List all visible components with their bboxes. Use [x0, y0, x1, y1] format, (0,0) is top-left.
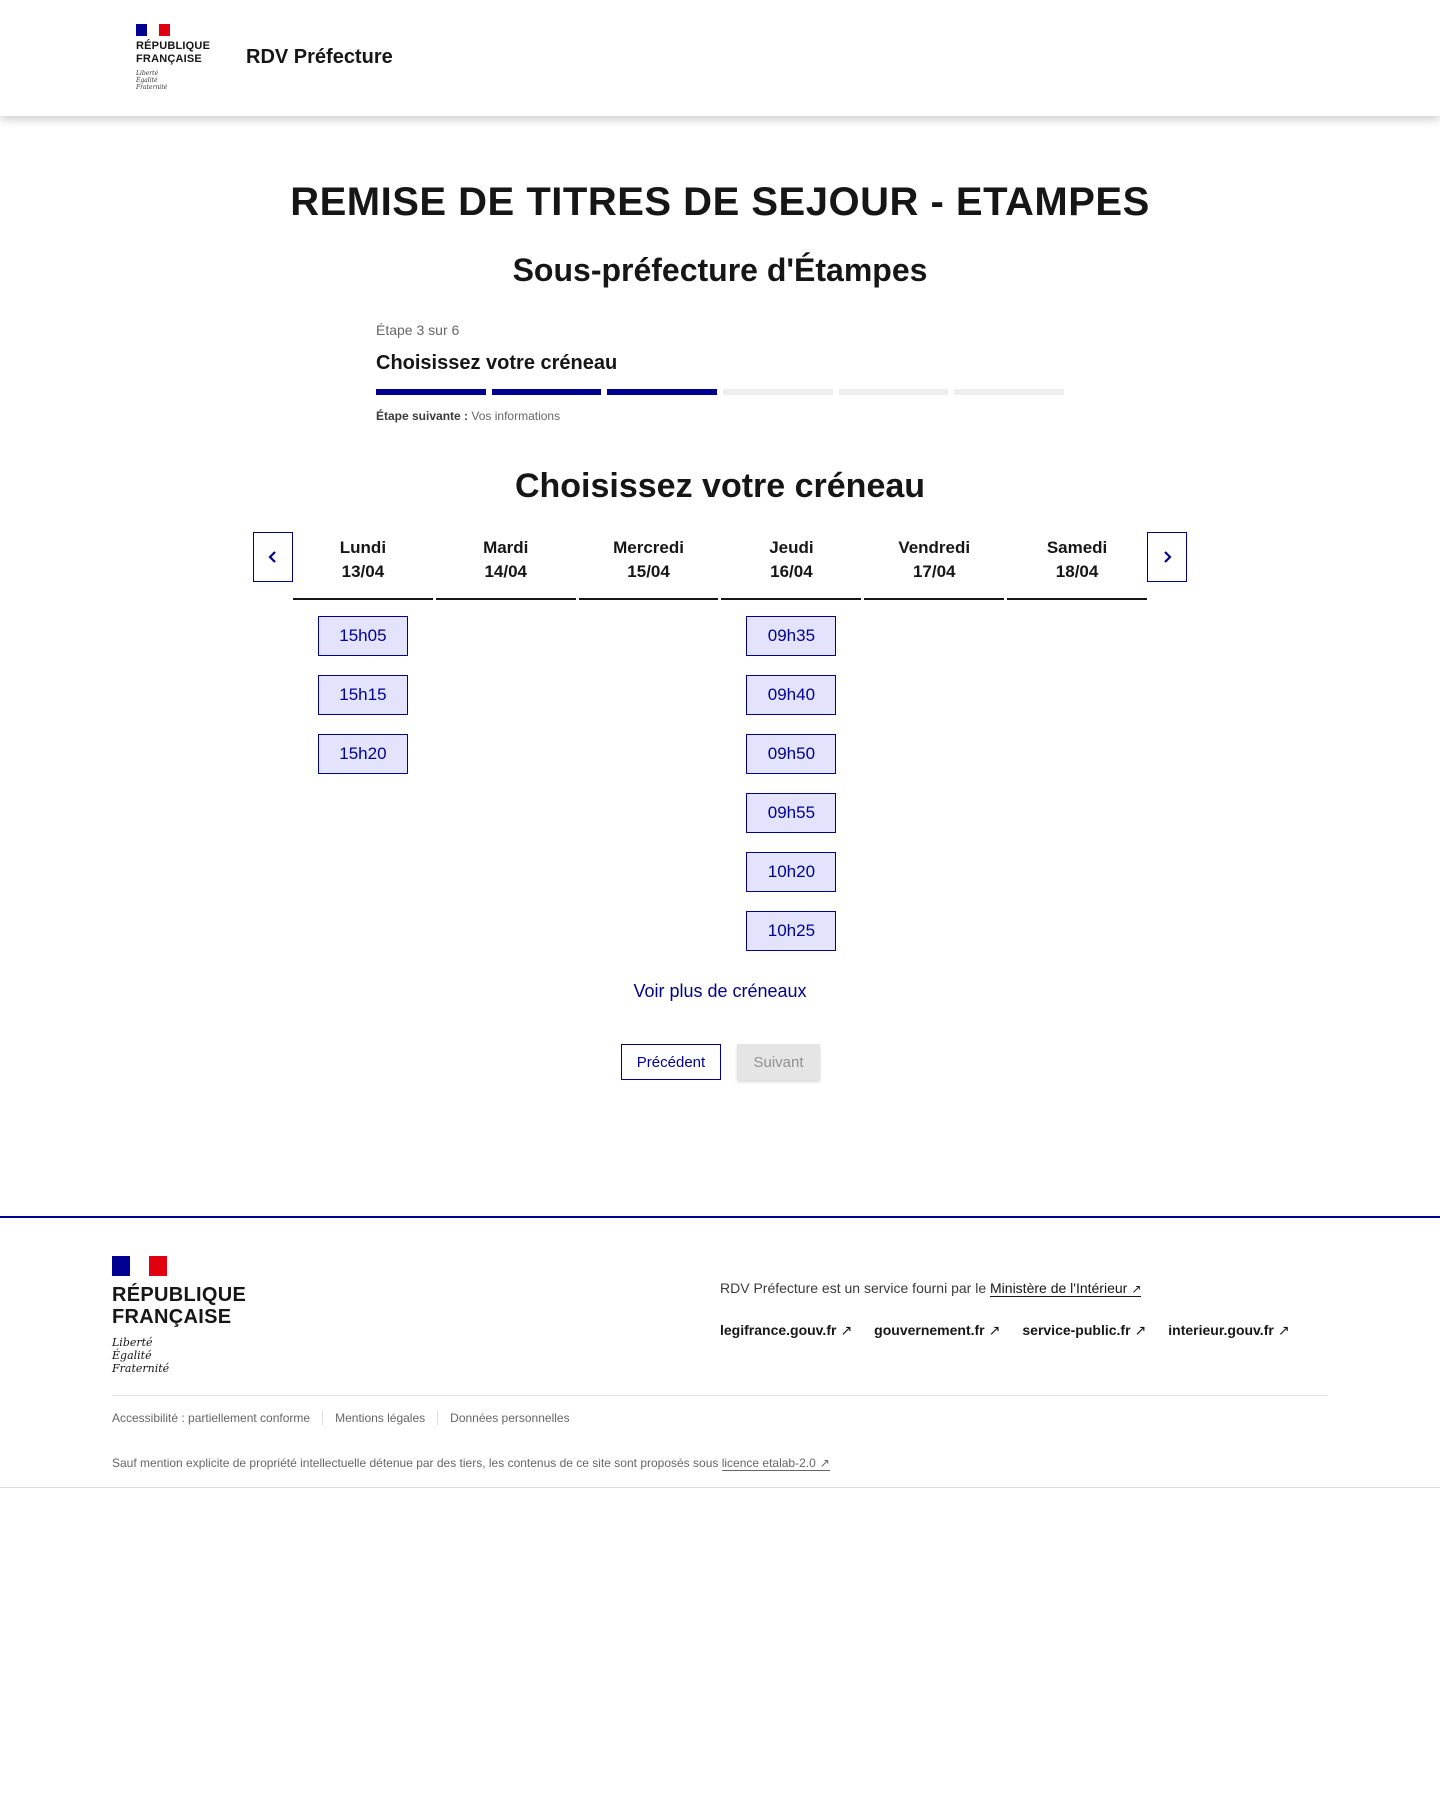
page-title: REMISE DE TITRES DE SEJOUR - ETAMPES: [290, 180, 1150, 224]
license-text: Sauf mention explicite de propriété intellectuelle détenue par des tiers, les contenus de ce site sont proposés sous: [112, 1456, 719, 1470]
step-next-value: Vos informations: [471, 409, 561, 423]
license-link-label: licence etalab-2.0: [721, 1456, 816, 1470]
footer-link[interactable]: [720, 1322, 852, 1340]
chevron-right-icon: [1161, 550, 1173, 564]
slot-list: [579, 600, 719, 616]
external-link-icon: ↗: [988, 1322, 1001, 1338]
day-name: Vendredi: [898, 538, 971, 557]
logo-text: [136, 40, 220, 66]
day-column: [864, 532, 1004, 951]
footer-link-label: service-public.fr: [1022, 1322, 1131, 1338]
day-date: 14/04: [484, 562, 528, 581]
day-date: 15/04: [627, 562, 670, 581]
step-next: [376, 409, 1064, 423]
day-name: Mercredi: [613, 538, 684, 557]
step-count: Étape 3 sur 6: [376, 322, 460, 338]
time-slot-button[interactable]: 15h05: [318, 616, 408, 656]
ministere-link[interactable]: [990, 1280, 1141, 1297]
step-progress-bar: [376, 389, 1064, 395]
footer-links: [720, 1322, 1290, 1340]
next-button[interactable]: Suivant: [737, 1044, 820, 1080]
logo-line-2: FRANÇAISE: [136, 53, 202, 65]
day-name: Samedi: [1046, 538, 1108, 557]
step-bar-2: [492, 389, 602, 395]
step-title: Choisissez votre créneau: [376, 352, 618, 374]
footer-devise-fraternite: Fraternité: [112, 1362, 170, 1375]
step-bar-6: [954, 389, 1064, 395]
footer-link[interactable]: [1022, 1322, 1146, 1340]
day-column: [721, 532, 861, 951]
footer-devise-liberte: Liberté: [112, 1336, 153, 1349]
devise-liberte: Liberté: [136, 70, 159, 77]
marianne-flag-icon: [112, 1256, 167, 1276]
day-name: Jeudi: [769, 538, 814, 557]
chevron-left-icon: [267, 550, 279, 564]
day-column: [436, 532, 576, 951]
site-header: [0, 0, 1440, 116]
footer-devise-egalite: Égalité: [112, 1349, 152, 1362]
license-link[interactable]: [722, 1456, 830, 1471]
footer-link[interactable]: [874, 1322, 1000, 1340]
page-subtitle: Sous-préfecture d'Étampes: [512, 252, 928, 288]
site-footer: [0, 1216, 1440, 1488]
footer-logo-text: [112, 1284, 262, 1328]
day-name: Lundi: [339, 538, 387, 557]
logo-devise: [136, 70, 220, 91]
slot-list: [436, 600, 576, 616]
more-slots-link[interactable]: Voir plus de créneaux: [633, 981, 807, 1001]
day-header: [579, 532, 719, 600]
step-bar-1: [376, 389, 486, 395]
footer-link-label: interieur.gouv.fr: [1168, 1322, 1274, 1338]
footer-bottom-link[interactable]: Données personnelles: [437, 1411, 581, 1425]
previous-week-button[interactable]: [253, 532, 293, 582]
footer-license: [112, 1456, 830, 1470]
previous-button[interactable]: Précédent: [621, 1044, 721, 1080]
day-header: [864, 532, 1004, 600]
day-date: 17/04: [912, 562, 956, 581]
time-slot-button[interactable]: 09h35: [746, 616, 836, 656]
footer-link-label: gouvernement.fr: [874, 1322, 985, 1338]
slots-title: Choisissez votre créneau: [514, 467, 926, 505]
slot-list: [1007, 600, 1147, 616]
footer-bottom-link[interactable]: Mentions légales: [322, 1411, 437, 1425]
footer-link-label: legifrance.gouv.fr: [720, 1322, 837, 1338]
step-bar-4: [723, 389, 833, 395]
day-column: [293, 532, 433, 951]
footer-description-text: RDV Préfecture est un service fourni par le: [720, 1280, 987, 1296]
footer-republique-francaise-logo[interactable]: [112, 1256, 262, 1375]
step-bar-3: [607, 389, 717, 395]
day-date: 13/04: [341, 562, 385, 581]
footer-divider: [112, 1395, 1328, 1396]
day-date: 16/04: [770, 562, 813, 581]
slot-list: [721, 600, 861, 951]
external-link-icon: ↗: [1131, 1282, 1142, 1296]
day-header: [436, 532, 576, 600]
stepper: [376, 322, 1064, 423]
day-column: [579, 532, 719, 951]
step-bar-5: [839, 389, 949, 395]
footer-logo-line-2: FRANÇAISE: [112, 1306, 232, 1328]
day-column: [1007, 532, 1147, 951]
service-name[interactable]: RDV Préfecture: [246, 46, 393, 68]
time-slot-button[interactable]: 15h15: [318, 675, 408, 715]
slot-list: [293, 600, 433, 774]
footer-description: [720, 1280, 1141, 1296]
external-link-icon: ↗: [1277, 1322, 1290, 1338]
next-week-button[interactable]: [1147, 532, 1187, 582]
logo-line-1: RÉPUBLIQUE: [136, 40, 211, 52]
footer-logo-devise: [112, 1336, 262, 1375]
day-name: Mardi: [483, 538, 529, 557]
time-slot-button[interactable]: 09h55: [746, 793, 836, 833]
day-header: [293, 532, 433, 600]
days-grid: [293, 532, 1147, 951]
footer-bottom-link[interactable]: Accessibilité : partiellement conforme: [112, 1411, 311, 1425]
time-slot-button[interactable]: 09h40: [746, 675, 836, 715]
external-link-icon: ↗: [1134, 1322, 1147, 1338]
marianne-flag-icon: [136, 24, 170, 36]
time-slot-button[interactable]: 15h20: [318, 734, 408, 774]
day-date: 18/04: [1055, 562, 1099, 581]
step-next-label: Étape suivante :: [376, 409, 469, 423]
day-header: [721, 532, 861, 600]
ministere-link-label: Ministère de l'Intérieur: [990, 1280, 1128, 1296]
republique-francaise-logo[interactable]: [136, 24, 220, 91]
slot-list: [864, 600, 1004, 616]
day-header: [1007, 532, 1147, 600]
devise-egalite: Égalité: [136, 77, 158, 84]
external-link-icon: ↗: [819, 1456, 830, 1470]
footer-bottom-links: [112, 1411, 582, 1425]
time-slot-button[interactable]: 10h20: [746, 852, 836, 892]
devise-fraternite: Fraternité: [136, 84, 168, 91]
time-slot-button[interactable]: 10h25: [746, 911, 836, 951]
time-slot-button[interactable]: 09h50: [746, 734, 836, 774]
external-link-icon: ↗: [840, 1322, 853, 1338]
footer-logo-line-1: RÉPUBLIQUE: [112, 1284, 247, 1306]
footer-link[interactable]: [1168, 1322, 1289, 1340]
